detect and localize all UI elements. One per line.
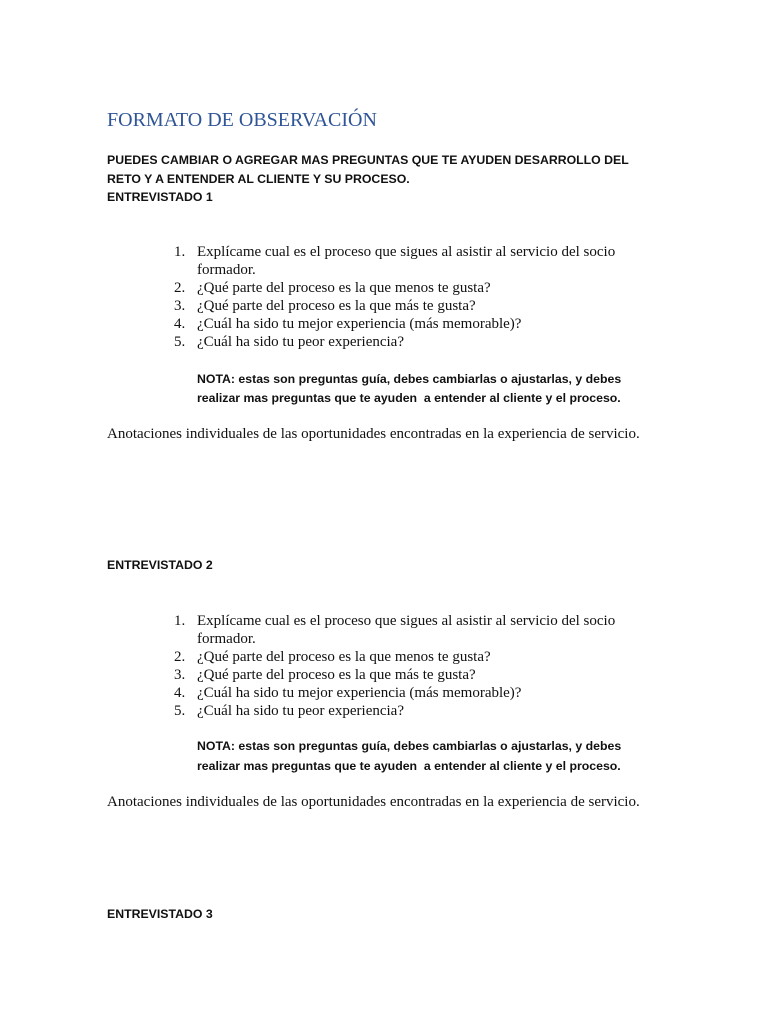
question-text: ¿Cuál ha sido tu peor experiencia? (197, 334, 404, 350)
annotations-prompt: Anotaciones individuales de las oportunidades encontradas en la experiencia de servicio. (107, 426, 640, 442)
question-text: ¿Qué parte del proceso es la que más te gusta? (197, 667, 476, 683)
instructions-line: RETO Y A ENTENDER AL CLIENTE Y SU PROCESO. (107, 171, 410, 186)
instructions-line: PUEDES CAMBIAR O AGREGAR MAS PREGUNTAS QUE TE AYUDEN DESARROLLO DEL (107, 153, 629, 167)
instructions (107, 151, 629, 188)
question-text: Explícame cual es el proceso que sigues al asistir al servicio del socio formador. (197, 244, 616, 278)
question-number: 1. (174, 613, 186, 629)
question-text: ¿Cuál ha sido tu mejor experiencia (más memorable)? (197, 685, 522, 701)
question-item (174, 702, 642, 720)
question-text: ¿Cuál ha sido tu peor experiencia? (197, 703, 404, 719)
guide-note-line: realizar mas preguntas que te ayuden a entender al cliente y el proceso. (197, 758, 621, 773)
guide-note-line: NOTA: estas son preguntas guía, debes cambiarlas o ajustarlas, y debes (197, 372, 622, 386)
question-text: Explícame cual es el proceso que sigues al asistir al servicio del socio formador. (197, 613, 616, 647)
question-text: ¿Qué parte del proceso es la que más te gusta? (197, 298, 476, 314)
question-number: 5. (174, 334, 186, 350)
question-number: 5. (174, 703, 186, 719)
question-number: 4. (174, 685, 186, 701)
question-number: 2. (174, 280, 186, 296)
question-item (174, 612, 642, 648)
interviewee-label: ENTREVISTADO 2 (107, 558, 213, 572)
question-item (174, 684, 642, 702)
question-item (174, 666, 642, 684)
question-item (174, 648, 642, 666)
question-list (174, 243, 642, 351)
question-number: 2. (174, 649, 186, 665)
annotations-prompt: Anotaciones individuales de las oportunidades encontradas en la experiencia de servicio. (107, 794, 640, 810)
question-number: 4. (174, 316, 186, 332)
question-item (174, 297, 642, 315)
guide-note (197, 737, 621, 776)
guide-note-line: NOTA: estas son preguntas guía, debes cambiarlas o ajustarlas, y debes (197, 739, 622, 753)
interviewee-label: ENTREVISTADO 1 (107, 190, 213, 204)
question-number: 1. (174, 244, 186, 260)
document-title: FORMATO DE OBSERVACIÓN (107, 109, 377, 131)
interviewee-label: ENTREVISTADO 3 (107, 907, 213, 921)
question-item (174, 279, 642, 297)
question-number: 3. (174, 298, 186, 314)
question-text: ¿Qué parte del proceso es la que menos te gusta? (197, 280, 491, 296)
question-number: 3. (174, 667, 186, 683)
question-text: ¿Qué parte del proceso es la que menos te gusta? (197, 649, 491, 665)
question-list (174, 612, 642, 720)
question-item (174, 315, 642, 333)
question-text: ¿Cuál ha sido tu mejor experiencia (más memorable)? (197, 316, 522, 332)
question-item (174, 333, 642, 351)
guide-note (197, 370, 621, 407)
guide-note-line: realizar mas preguntas que te ayuden a entender al cliente y el proceso. (197, 390, 621, 405)
question-item (174, 243, 642, 279)
